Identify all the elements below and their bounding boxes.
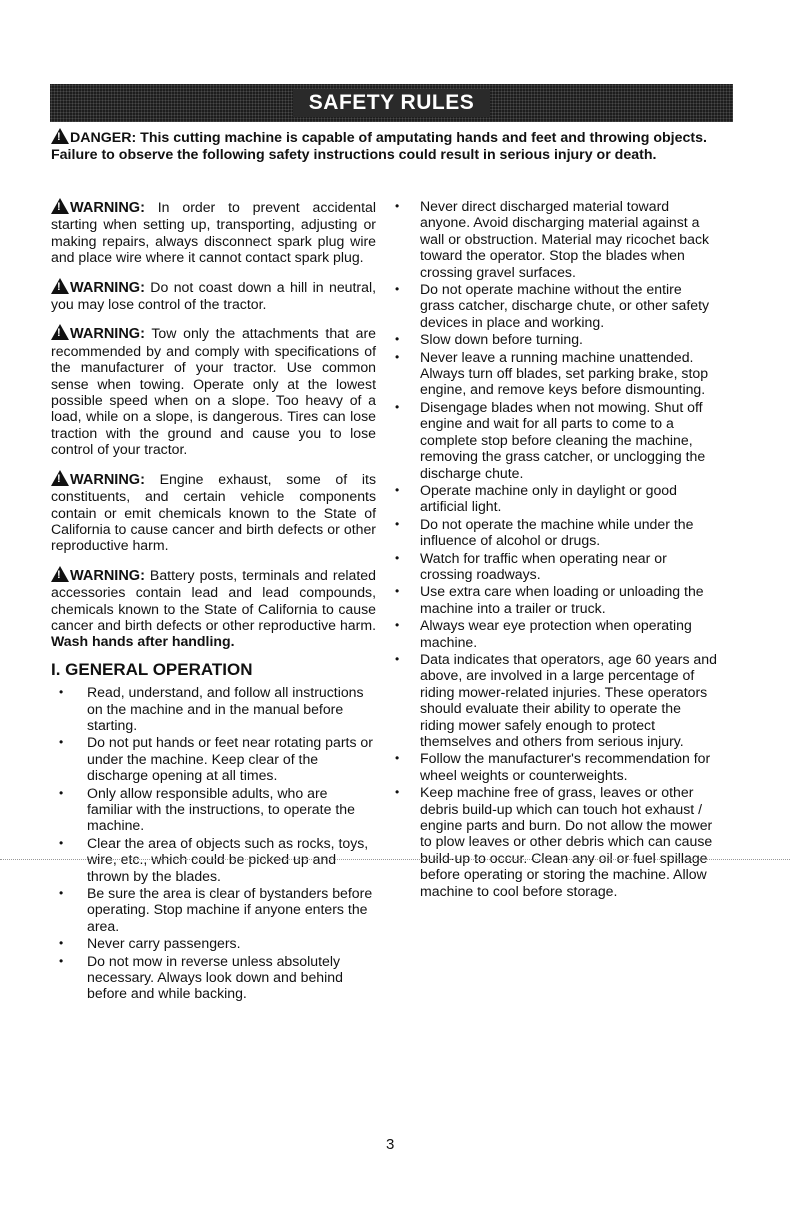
right-column (395, 198, 717, 900)
list-item: • Watch for traffic when operating near or crossing roadways. (395, 550, 717, 583)
warning-label: WARNING: (70, 326, 145, 343)
warning-block (51, 324, 376, 457)
list-item: • Never leave a running machine unattended. Always turn off blades, set parking brake, stop engine, and remove keys before dismounting. (395, 349, 717, 398)
list-item: • Follow the manufacturer's recommendation for wheel weights or counterweights. (395, 750, 717, 783)
list-item: • Operate machine only in daylight or good artificial light. (395, 482, 717, 515)
list-item: • Keep machine free of grass, leaves or other debris build-up which can touch hot exhaust / engine parts and burn. Do not allow the mower to plow leaves or other debris which can cause build-up to occur. Clean any oil or fuel spillage before operating or storing the machine. Allow machine to cool before storage. (395, 784, 717, 899)
warning-label: WARNING: (70, 567, 145, 584)
page-number: 3 (386, 1136, 395, 1153)
safety-bullet-list (395, 198, 717, 899)
warning-triangle-icon (51, 566, 69, 582)
danger-text: This cutting machine is capable of amputating hands and feet and throwing objects. Failure to observe the following safety instructions could result in serious injury or death. (51, 130, 707, 163)
warning-text: Battery posts, terminals and related accessories contain lead and lead compounds, chemicals known to the State of California to cause cancer and birth defects or other reproductive harm. (51, 566, 376, 633)
warning-label: WARNING: (70, 279, 145, 296)
warning-text: Do not coast down a hill in neutral, you may lose control of the tractor. (51, 278, 376, 313)
list-item: • Read, understand, and follow all instructions on the machine and in the manual before starting. (51, 684, 376, 733)
list-item: • Data indicates that operators, age 60 years and above, are involved in a large percentage of riding mower-related injuries. These operators should evaluate their ability to operate the riding mower safely enough to protect themselves and others from serious injury. (395, 651, 717, 749)
warning-block (51, 470, 376, 554)
warning-block (51, 566, 376, 650)
list-item: • Do not put hands or feet near rotating parts or under the machine. Keep clear of the discharge opening at all times. (51, 734, 376, 783)
warning-triangle-icon (51, 128, 69, 144)
warning-label: WARNING: (70, 471, 145, 488)
left-column (51, 198, 376, 1003)
warning-triangle-icon (51, 324, 69, 340)
warning-label: WARNING: (70, 200, 145, 216)
warning-triangle-icon (51, 470, 69, 486)
list-item: • Slow down before turning. (395, 331, 717, 347)
list-item: • Use extra care when loading or unloading the machine into a trailer or truck. (395, 583, 717, 616)
list-item: • Never carry passengers. (51, 935, 376, 951)
danger-label: DANGER: (70, 130, 137, 146)
banner-title: SAFETY RULES (293, 89, 490, 117)
section-heading: I. GENERAL OPERATION (51, 659, 253, 679)
list-item: • Always wear eye protection when operating machine. (395, 617, 717, 650)
list-item: • Disengage blades when not mowing. Shut off engine and wait for all parts to come to a complete stop before cleaning the machine, removing the grass catcher, or unclogging the discharge chute. (395, 399, 717, 481)
list-item: • Be sure the area is clear of bystanders before operating. Stop machine if anyone enters the area. (51, 885, 376, 934)
warning-block (51, 198, 376, 266)
warning-block (51, 278, 376, 313)
safety-rules-banner (50, 84, 733, 122)
list-item: • Do not operate the machine while under the influence of alcohol or drugs. (395, 516, 717, 549)
warning-emphasis: Wash hands after handling. (51, 633, 235, 650)
list-item: • Do not operate machine without the entire grass catcher, discharge chute, or other safety devices in place and working. (395, 281, 717, 330)
warning-text: Tow only the attachments that are recommended by and comply with specifications of the manufacturer of your tractor. Use common sense when towing. Operate only at the lowest possible speed when on a slope. Too heavy of a load, while on a slope, is dangerous. Tires can lose traction with the ground and cause you to lose control of your tractor. (51, 325, 376, 458)
warning-triangle-icon (51, 278, 69, 294)
list-item: • Clear the area of objects such as rocks, toys, wire, etc., which could be picked up and thrown by the blades. (51, 835, 376, 884)
warning-triangle-icon (51, 198, 69, 214)
list-item: • Only allow responsible adults, who are familiar with the instructions, to operate the machine. (51, 785, 376, 834)
warning-text: Engine exhaust, some of its constituents, and certain vehicle components contain or emit chemicals known to the State of California to cause cancer and birth defects or other reproductive harm. (51, 470, 376, 554)
general-operation-list (51, 684, 376, 1002)
warning-text: In order to prevent accidental starting when setting up, transporting, adjusting or making repairs, always disconnect spark plug wire and place wire where it cannot contact spark plug. (51, 199, 376, 266)
list-item: • Do not mow in reverse unless absolutely necessary. Always look down and behind before and while backing. (51, 953, 376, 1002)
list-item: • Never direct discharged material toward anyone. Avoid discharging material against a wall or obstruction. Material may ricochet back toward the operator. Stop the blades when crossing gravel surfaces. (395, 198, 717, 280)
scan-dotted-line (0, 859, 790, 860)
danger-statement (51, 128, 731, 164)
